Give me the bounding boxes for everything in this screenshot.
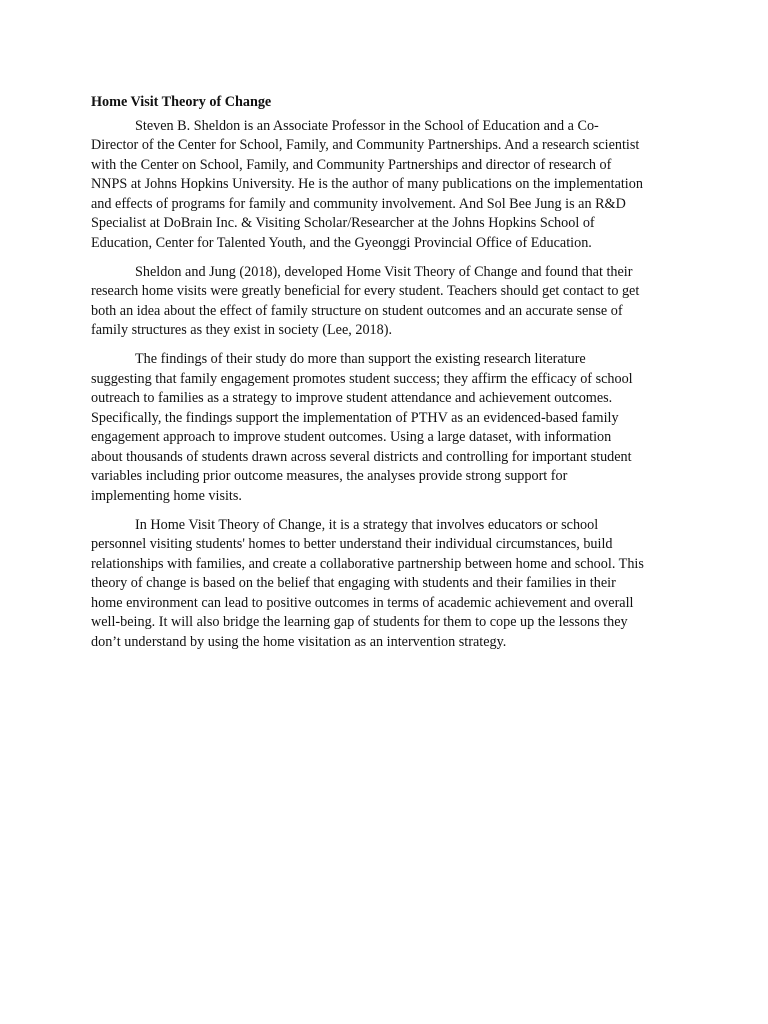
paragraph-list (91, 117, 683, 653)
document-body (91, 93, 683, 662)
paragraph-line: and effects of programs for family and community involvement. And Sol Bee Jung is an R&D (91, 195, 626, 212)
paragraph-line: don’t understand by using the home visitation as an intervention strategy. (91, 633, 507, 650)
paragraph (91, 350, 683, 506)
paragraph-line: well-being. It will also bridge the learning gap of students for them to cope up the lessons they (91, 614, 628, 630)
paragraph-line: home environment can lead to positive outcomes in terms of academic achievement and overall (91, 594, 634, 611)
paragraph-line: Sheldon and Jung (2018), developed Home Visit Theory of Change and found that their (135, 263, 633, 280)
paragraph-line: variables including prior outcome measures, the analyses provide strong support for (91, 468, 568, 484)
paragraph-line: research home visits were greatly beneficial for every student. Teachers should get contact to get (91, 283, 640, 299)
paragraph-line: both an idea about the effect of family structure on student outcomes and an accurate sense of (91, 302, 623, 319)
paragraph-line: engagement approach to improve student outcomes. Using a large dataset, with information (91, 429, 612, 445)
paragraph-line: Director of the Center for School, Family, and Community Partnerships. And a research scientist (91, 137, 640, 153)
paragraph-line: implementing home visits. (91, 487, 242, 504)
document-title: Home Visit Theory of Change (91, 94, 272, 110)
paragraph-line: Education, Center for Talented Youth, and the Gyeonggi Provincial Office of Education. (91, 234, 592, 251)
paragraph-line: personnel visiting students' homes to better understand their individual circumstances, build (91, 536, 613, 552)
paragraph-line: Specifically, the findings support the implementation of PTHV as an evidenced-based family (91, 409, 619, 426)
paragraph-line: suggesting that family engagement promotes student success; they affirm the efficacy of school (91, 370, 633, 387)
paragraph-line: outreach to families as a strategy to improve student attendance and achievement outcomes. (91, 390, 613, 406)
paragraph (91, 117, 683, 254)
paragraph-line: relationships with families, and create a collaborative partnership between home and school. This (91, 555, 644, 572)
paragraph (91, 516, 683, 653)
paragraph-line: Specialist at DoBrain Inc. & Visiting Scholar/Researcher at the Johns Hopkins School of (91, 215, 595, 231)
paragraph-line: In Home Visit Theory of Change, it is a strategy that involves educators or school (135, 516, 599, 533)
paragraph-line: The findings of their study do more than support the existing research literature (135, 351, 586, 367)
paragraph-line: with the Center on School, Family, and Community Partnerships and director of research of (91, 156, 612, 173)
paragraph-line: theory of change is based on the belief that engaging with students and their families in their (91, 575, 616, 591)
paragraph (91, 263, 683, 341)
paragraph-line: about thousands of students drawn across several districts and controlling for important student (91, 448, 632, 465)
paragraph-line: family structures as they exist in society (Lee, 2018). (91, 322, 393, 338)
paragraph-line: NNPS at Johns Hopkins University. He is the author of many publications on the implementation (91, 176, 643, 192)
paragraph-line: Steven B. Sheldon is an Associate Professor in the School of Education and a Co- (135, 117, 599, 134)
